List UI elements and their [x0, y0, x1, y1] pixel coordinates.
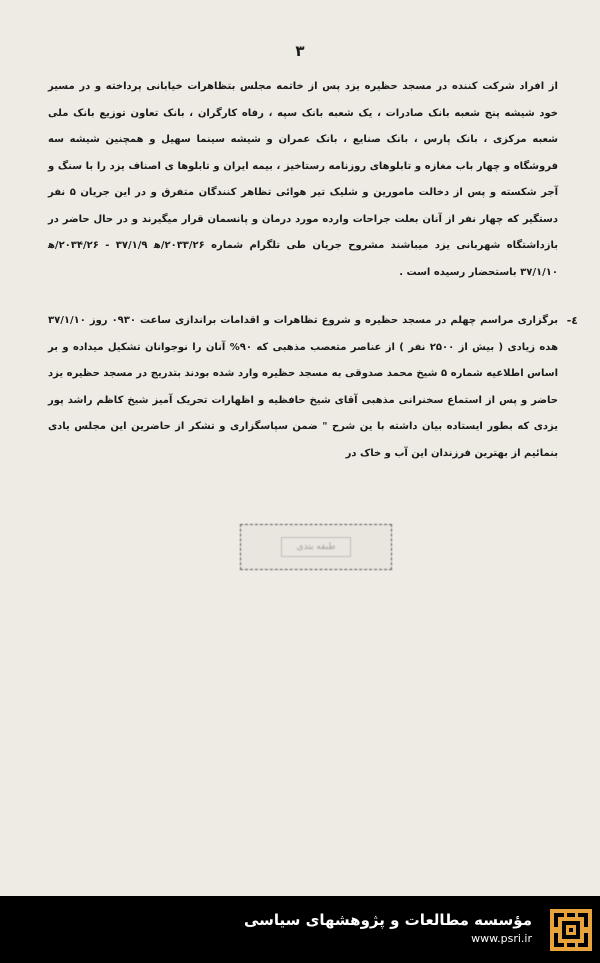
paragraph-1: از افراد شرکت کننده در مسجد حظیره یزد پس از خاتمه مجلس بتظاهرات خیابانی پرداخته و در مسیر خود شیشه پنج شعبه بانک صادرات ، یک شعبه بانک سپه ، رفاه کارگران ، بانک تعاون توزیع بانک ملی شعبه مرکزی ، بانک پارس ، بانک صنایع ، بانک عمران و شیشه سینما سهیل و همچنین شیشه سه فروشگاه و چهار باب مغازه و تابلوهای روزنامه رستاخیز ، بیمه ایران و تابلوها ی اصناف یزد را با سنگ و آجر شکسته و پس از دخالت مامورین و شلیک تیر هوائی تظاهر کنندگان متفرق و در این جریان ۵ نفر دستگیر که چهار نفر از آنان بعلت جراحات وارده مورد درمان و پانسمان قرار میگیرند و در حال حاضر در بازداشتگاه شهربانی یزد میباشند مشروح جریان طی تلگرام شماره ۲۰۳۳/۲۶/ه‍ ۳۷/۱/۹ - ۲۰۳۴/۲۶/ه‍ ۳۷/۱/۱۰ باستحضار رسیده است . [48, 81, 558, 278]
footer-text [244, 910, 532, 948]
org-name: مؤسسه مطالعات و پژوهشهای سیاسی [243, 911, 532, 929]
paragraph-2: برگزاری مراسم چهلم در مسجد حظیره و شروع تظاهرات و اقدامات براندازی ساعت ۰۹۳۰ روز ۳۷/۱/۱۰ هده زیادی ( بیش از ۲۵۰۰ نفر ) از عناصر متعصب مذهبی که ۹۰% آنان را نوجوانان تشکیل میداده و بر اساس اطلاعیه شماره ۵ شیخ محمد صدوقی به مسجد حظیره وارد شده بودند بتدریج در مسجد حظیره یزد حاضر و پس از استماع سخنرانی مذهبی آقای شیخ حافظیه و اظهارات تحریک آمیز شیخ کاظم راشد پور یزدی که بطور ایستاده بیان داشته با ین شرح " ضمن سپاسگزاری و تشکر از حاضرین این مجلس یادی بنمائیم از بهترین فرزندان این آب و خاک در [48, 315, 559, 459]
classification-stamp [240, 524, 392, 570]
org-url[interactable]: www.psri.ir [471, 932, 532, 945]
stamp-text: طبقه بندی [281, 537, 350, 557]
document-body [48, 74, 578, 467]
paragraph-2-block [48, 308, 578, 467]
footer-bar [0, 896, 600, 963]
paragraph-2-number: ٤- [566, 314, 578, 327]
psri-logo-icon [550, 909, 592, 951]
page-number: ٣ [295, 42, 305, 60]
